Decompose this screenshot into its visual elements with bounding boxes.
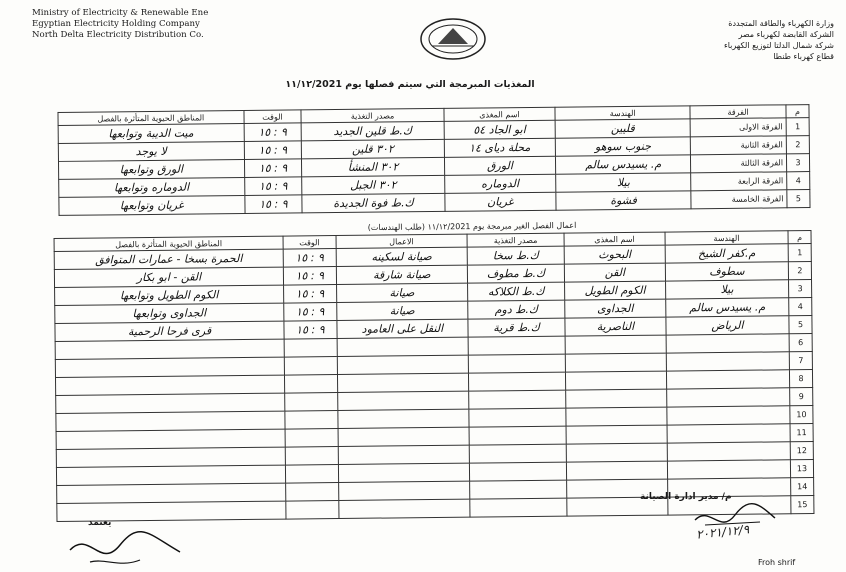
- areas-cell: [56, 465, 285, 485]
- work-cell: [338, 463, 470, 482]
- feeder-cell: [565, 353, 666, 372]
- row-num: 4: [789, 298, 812, 316]
- company-logo: [418, 16, 488, 62]
- areas-cell: [55, 339, 284, 359]
- group-cell: الفرقة الاولى: [690, 118, 786, 137]
- source-cell: [468, 354, 565, 373]
- source-cell: [469, 444, 566, 463]
- work-cell: صيانة: [336, 283, 468, 302]
- eng-cell: [667, 406, 790, 425]
- areas-cell: [55, 375, 284, 395]
- work-cell: [338, 409, 470, 428]
- feeder-cell: [566, 425, 667, 444]
- time-cell: [285, 465, 338, 484]
- time-cell: ٩ : ١٥: [244, 177, 302, 196]
- areas-cell: [56, 393, 285, 413]
- row-num: 10: [790, 406, 813, 424]
- row-num: 3: [789, 280, 812, 298]
- table2-body: [54, 244, 814, 522]
- source-cell: [470, 498, 567, 517]
- areas-cell: [55, 357, 284, 377]
- document-title: المغذيات المبرمجة التي سيتم فصلها يوم ١١/١٢/2021: [285, 79, 535, 90]
- eng-cell: م. يسيدس سالم: [555, 155, 690, 174]
- col-work: الاعمال: [336, 234, 468, 248]
- arabic-letterhead: [684, 18, 834, 62]
- feeder-cell: [566, 389, 667, 408]
- time-cell: [284, 339, 337, 358]
- work-cell: صيانة لسكينه: [336, 247, 468, 266]
- time-cell: ٩ : ١٥: [284, 285, 337, 304]
- maintenance-manager-label: م/ مدير ادارة الصيانة: [640, 492, 732, 502]
- source-cell: ك.ط فوة الجديدة: [302, 193, 445, 212]
- approval-label: يعتمد: [88, 518, 112, 528]
- areas-cell: الجداوى وتوابعها: [55, 303, 284, 323]
- work-cell: [337, 373, 469, 392]
- source-cell: ٣٠٢ الجبل: [302, 175, 445, 194]
- ar-letterhead-line-3: شركة شمال الدلتا لتوزيع الكهرباء: [723, 41, 834, 50]
- source-cell: ك.ط قلين الجديد: [301, 121, 444, 140]
- source-cell: [469, 408, 566, 427]
- row-num: 8: [789, 370, 812, 388]
- work-cell: صيانة: [336, 301, 468, 320]
- row-num: 13: [790, 460, 813, 478]
- source-cell: ك.ط مطوف: [467, 264, 564, 283]
- source-cell: [469, 390, 566, 409]
- letterhead-line-1: Ministry of Electricity & Renewable Ene: [32, 8, 209, 18]
- areas-cell: لا يوجد: [58, 141, 244, 161]
- time-cell: [285, 411, 338, 430]
- eng-cell: [666, 370, 789, 389]
- feeder-cell: [565, 335, 666, 354]
- feeder-cell: [566, 461, 667, 480]
- feeder-cell: الجداوى: [565, 299, 666, 318]
- areas-cell: ميت الديبة وتوابعها: [58, 123, 244, 143]
- areas-cell: غريان وتوابعها: [59, 195, 245, 215]
- source-cell: ٣٠٢ قلين: [302, 139, 445, 158]
- feeder-cell: الكوم الطويل: [564, 281, 665, 300]
- col-eng: الهندسة: [555, 106, 690, 120]
- eng-cell: [666, 352, 789, 371]
- time-cell: ٩ : ١٥: [284, 303, 337, 322]
- time-cell: ٩ : ١٥: [244, 123, 302, 142]
- areas-cell: [56, 411, 285, 431]
- col-feeder: اسم المغذى: [564, 232, 665, 246]
- row-num: 9: [790, 388, 813, 406]
- time-cell: [285, 393, 338, 412]
- feeder-cell: غريان: [445, 192, 556, 211]
- eng-cell: م. يسيدس سالم: [666, 298, 789, 317]
- letterhead-line-3: North Delta Electricity Distribution Co.: [32, 30, 204, 40]
- feeder-cell: [566, 443, 667, 462]
- row-num: 6: [789, 334, 812, 352]
- source-cell: ك.ط دوم: [468, 300, 565, 319]
- eng-cell: [666, 334, 789, 353]
- approval-signature: [60, 530, 190, 572]
- areas-cell: الدوماره وتوابعها: [59, 177, 245, 197]
- eng-cell: سطوف: [665, 262, 788, 281]
- row-num: 14: [791, 478, 814, 496]
- col-time: الوقت: [244, 110, 302, 124]
- col-group: الفرقة: [690, 105, 786, 119]
- unscheduled-work-table: [54, 230, 815, 522]
- ar-letterhead-line-2: الشركة القابضة لكهرباء مصر: [738, 30, 834, 39]
- work-cell: [338, 481, 470, 500]
- areas-cell: القن - ابو بكار: [54, 267, 283, 287]
- col-eng: الهندسة: [665, 231, 788, 245]
- unscheduled-subtitle: اعمال الفصل الغير مبرمجة يوم ١١/١٢/2021 (طلب الهندسات): [367, 220, 577, 233]
- feeder-cell: ابو الجاد ٥٤: [444, 120, 555, 139]
- row-num: 5: [787, 190, 810, 208]
- areas-cell: الحمرة بسخا - عمارات المتوافق: [54, 249, 283, 269]
- feeder-cell: [565, 371, 666, 390]
- group-cell: الفرقة الخامسة: [691, 190, 787, 209]
- time-cell: [285, 429, 338, 448]
- areas-cell: [57, 483, 286, 503]
- work-cell: [338, 427, 470, 446]
- areas-cell: الورق وتوابعها: [58, 159, 244, 179]
- eng-cell: [667, 424, 790, 443]
- ar-letterhead-line-1: وزارة الكهرباء والطاقة المتجددة: [728, 19, 834, 28]
- source-cell: [470, 480, 567, 499]
- col-source: مصدر التغذية: [467, 233, 564, 247]
- source-cell: [468, 336, 565, 355]
- time-cell: [284, 357, 337, 376]
- col-areas: المناطق الحيوية المتأثرة بالفصل: [58, 110, 244, 125]
- col-feeder: اسم المغذى: [444, 107, 555, 121]
- work-cell: [338, 445, 470, 464]
- source-cell: [470, 462, 567, 481]
- row-num: 5: [789, 316, 812, 334]
- source-cell: ك.ط قرية: [468, 318, 565, 337]
- group-cell: الفرقة الثالثة: [691, 154, 787, 173]
- time-cell: ٩ : ١٥: [283, 267, 336, 286]
- source-cell: ٣٠٢ المنشأ: [302, 157, 445, 176]
- eng-cell: [667, 388, 790, 407]
- time-cell: [286, 501, 339, 520]
- work-cell: [337, 337, 469, 356]
- eng-cell: بيلا: [556, 173, 691, 192]
- areas-cell: [56, 447, 285, 467]
- signature-date: ٢٠٢١/١٢/٩: [695, 522, 750, 542]
- row-num: 7: [789, 352, 812, 370]
- time-cell: [285, 447, 338, 466]
- col-num: م: [788, 231, 811, 244]
- row-num: 4: [787, 172, 810, 190]
- col-source: مصدر التغذية: [301, 108, 443, 122]
- feeder-cell: البحوث: [564, 245, 665, 264]
- signer-name: Froh shrif: [758, 558, 796, 567]
- areas-cell: الكوم الطويل وتوابعها: [55, 285, 284, 305]
- feeder-cell: الورق: [444, 156, 555, 175]
- time-cell: [285, 375, 338, 394]
- letterhead-line-2: Egyptian Electricity Holding Company: [32, 19, 200, 29]
- eng-cell: قليين: [555, 119, 690, 138]
- time-cell: ٩ : ١٥: [244, 159, 302, 178]
- areas-cell: قرى فرحا الرحمية: [55, 321, 284, 341]
- row-num: 15: [791, 496, 814, 514]
- work-cell: صيانة شارقة: [336, 265, 468, 284]
- feeder-cell: محلة دياى ١٤: [444, 138, 555, 157]
- work-cell: [338, 499, 470, 518]
- time-cell: ٩ : ١٥: [244, 141, 302, 160]
- eng-cell: الرياض: [666, 316, 789, 335]
- time-cell: ٩ : ١٥: [244, 195, 302, 214]
- eng-cell: بيلا: [665, 280, 788, 299]
- work-cell: النقل على العامود: [337, 319, 469, 338]
- eng-cell: فشوة: [556, 191, 691, 210]
- eng-cell: جنوب سوهو: [555, 137, 690, 156]
- col-num: م: [786, 105, 809, 118]
- english-letterhead: [32, 8, 222, 41]
- row-num: 1: [786, 118, 809, 136]
- group-cell: الفرقة الرابعة: [691, 172, 787, 191]
- scheduled-feeders-table: [57, 104, 810, 216]
- group-cell: الفرقة الثانية: [691, 136, 787, 155]
- time-cell: ٩ : ١٥: [283, 249, 336, 268]
- row-num: 11: [790, 424, 813, 442]
- row-num: 2: [788, 262, 811, 280]
- source-cell: ك.ط سخا: [467, 246, 564, 265]
- eng-cell: [667, 442, 790, 461]
- time-cell: ٩ : ١٥: [284, 321, 337, 340]
- row-num: 12: [790, 442, 813, 460]
- eng-cell: [667, 460, 790, 479]
- source-cell: [469, 426, 566, 445]
- feeder-cell: [566, 407, 667, 426]
- time-cell: [286, 483, 339, 502]
- ar-letterhead-line-4: قطاع كهرباء طنطا: [773, 52, 834, 61]
- feeder-cell: الناصرية: [565, 317, 666, 336]
- col-areas: المناطق الحيوية المتأثرة بالفصل: [54, 236, 283, 251]
- work-cell: [337, 391, 469, 410]
- row-num: 3: [786, 154, 809, 172]
- row-num: 1: [788, 244, 811, 262]
- eng-cell: م.كفر الشيخ: [665, 244, 788, 263]
- col-time: الوقت: [283, 236, 336, 250]
- areas-cell: [56, 429, 285, 449]
- row-num: 2: [786, 136, 809, 154]
- source-cell: ك.ط الكلاكه: [468, 282, 565, 301]
- source-cell: [469, 372, 566, 391]
- work-cell: [337, 355, 469, 374]
- feeder-cell: الدوماره: [444, 174, 555, 193]
- feeder-cell: القن: [564, 263, 665, 282]
